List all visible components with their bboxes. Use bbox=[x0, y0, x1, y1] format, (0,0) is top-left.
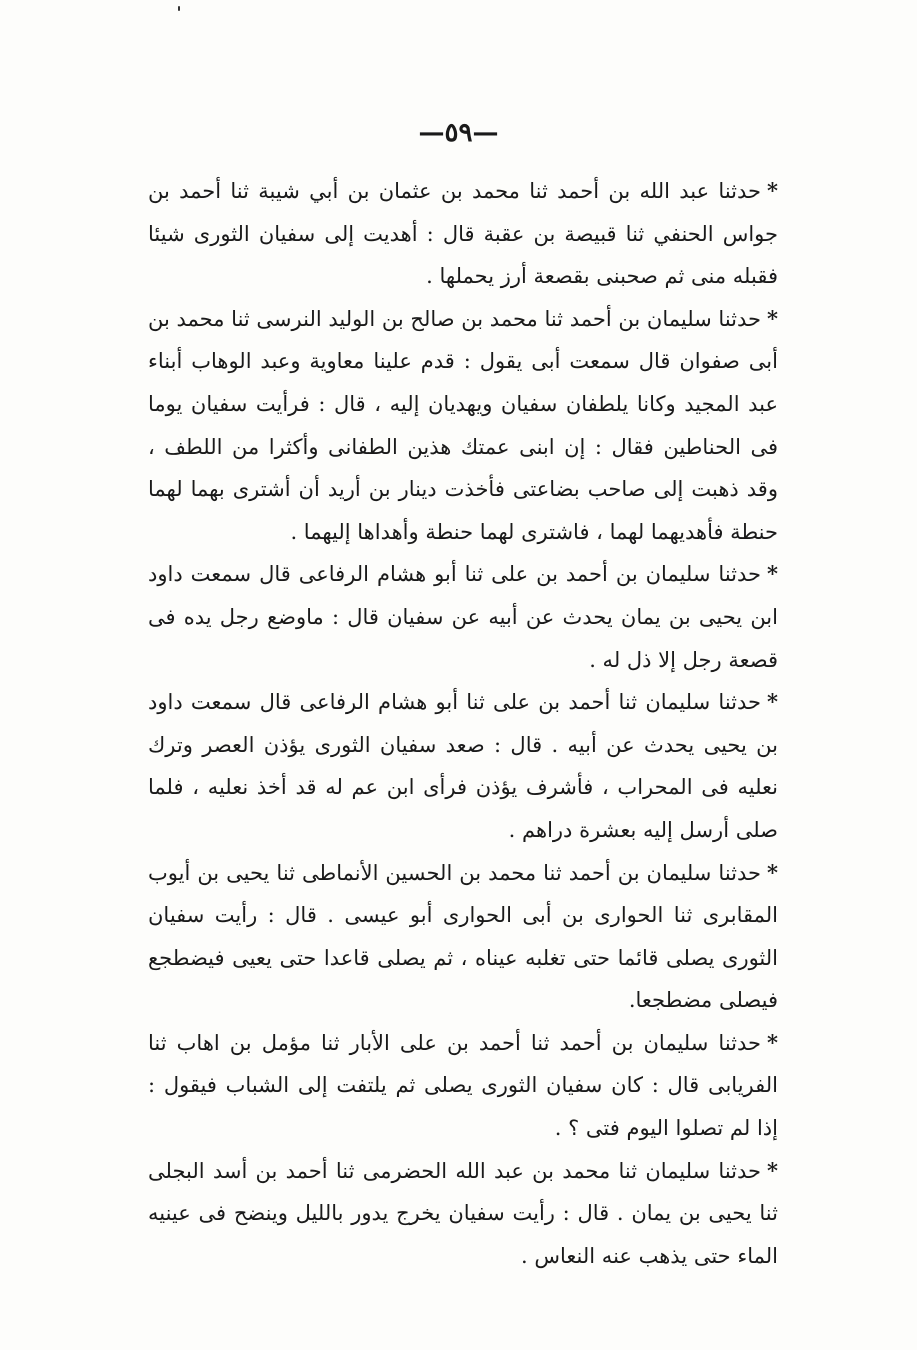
entry-marker: * bbox=[767, 689, 778, 715]
hadith-entry-5 bbox=[148, 852, 778, 1022]
entry-marker: * bbox=[767, 1029, 778, 1055]
entry-marker: * bbox=[767, 305, 778, 331]
entry-marker: * bbox=[767, 1157, 778, 1183]
text-body bbox=[148, 170, 778, 1277]
hadith-entry-2 bbox=[148, 298, 778, 554]
hadith-entry-7 bbox=[148, 1150, 778, 1278]
entry-text: حدثنا عبد الله بن أحمد ثنا محمد بن عثمان بن أبي شيبة ثنا أحمد بن جواس الحنفي ثنا قبيصة بن عقبة قال : أهديت إلى سفيان الثورى شيئا فقبله منى ثم صحبنى بقصعة أرز يحملها . bbox=[148, 179, 778, 289]
entry-text: حدثنا سليمان ثنا محمد بن عبد الله الحضرمى ثنا أحمد بن أسد البجلى ثنا يحيى بن يمان . قال : رأيت سفيان يخرج يدور بالليل وينضح فى عينيه الماء حتى يذهب عنه النعاس . bbox=[148, 1158, 778, 1268]
hadith-entry-4 bbox=[148, 681, 778, 851]
entry-marker: * bbox=[767, 178, 778, 203]
entry-text: حدثنا سليمان بن أحمد بن على ثنا أبو هشام الرفاعى قال سمعت داود ابن يحيى بن يمان يحدث عن أبيه عن سفيان قال : ماوضع رجل يده فى قصعة رجل إلا ذل له . bbox=[148, 562, 778, 672]
hadith-entry-1 bbox=[148, 170, 778, 298]
entry-text: حدثنا سليمان بن أحمد ثنا محمد بن الحسين الأنماطى ثنا يحيى بن أيوب المقابرى ثنا الحوارى بن أبى الحوارى أبو عيسى . قال : رأيت سفيان الثورى يصلى قائما حتى تغلبه عيناه ، ثم يصلى قاعدا حتى يعيى فيضطجع فيصلى مضطجعا. bbox=[148, 860, 778, 1013]
hadith-entry-3 bbox=[148, 553, 778, 681]
ink-speck bbox=[178, 6, 180, 11]
entry-text: حدثنا سليمان بن أحمد ثنا أحمد بن على الأبار ثنا مؤمل بن اهاب ثنا الفريابى قال : كان سفيان الثورى يصلى ثم يلتفت إلى الشباب فيقول : إذا لم تصلوا اليوم فتى ؟ . bbox=[148, 1030, 778, 1141]
entry-marker: * bbox=[767, 859, 778, 885]
page-number: —٥٩— bbox=[418, 118, 499, 148]
entry-text: حدثنا سليمان ثنا أحمد بن على ثنا أبو هشام الرفاعى قال سمعت داود بن يحيى يحدث عن أبيه . قال : صعد سفيان الثورى يؤذن العصر وترك نعليه فى المحراب ، فأشرف يؤذن فرأى ابن عم له قد أخذ نعليه ، فلما صلى أرسل إليه بعشرة دراهم . bbox=[148, 690, 778, 842]
hadith-entry-6 bbox=[148, 1022, 778, 1150]
entry-marker: * bbox=[767, 561, 778, 587]
entry-text: حدثنا سليمان بن أحمد ثنا محمد بن صالح بن الوليد النرسى ثنا محمد بن أبى صفوان قال سمعت أبى يقول : قدم علينا معاوية وعبد الوهاب أبناء عبد المجيد وكانا يلطفان سفيان ويهديان إليه ، قال : فرأيت سفيان يوما فى الحناطين فقال : إن ابنى عمتك هذين الطفانى وأكثرا من اللطف ، وقد ذهبت إلى صاحب بضاعتى فأخذت دينار بن أريد أن أشترى بهما لهما حنطة فأهديهما لهما ، فاشترى لهما حنطة وأهداها إليهما . bbox=[148, 306, 778, 544]
